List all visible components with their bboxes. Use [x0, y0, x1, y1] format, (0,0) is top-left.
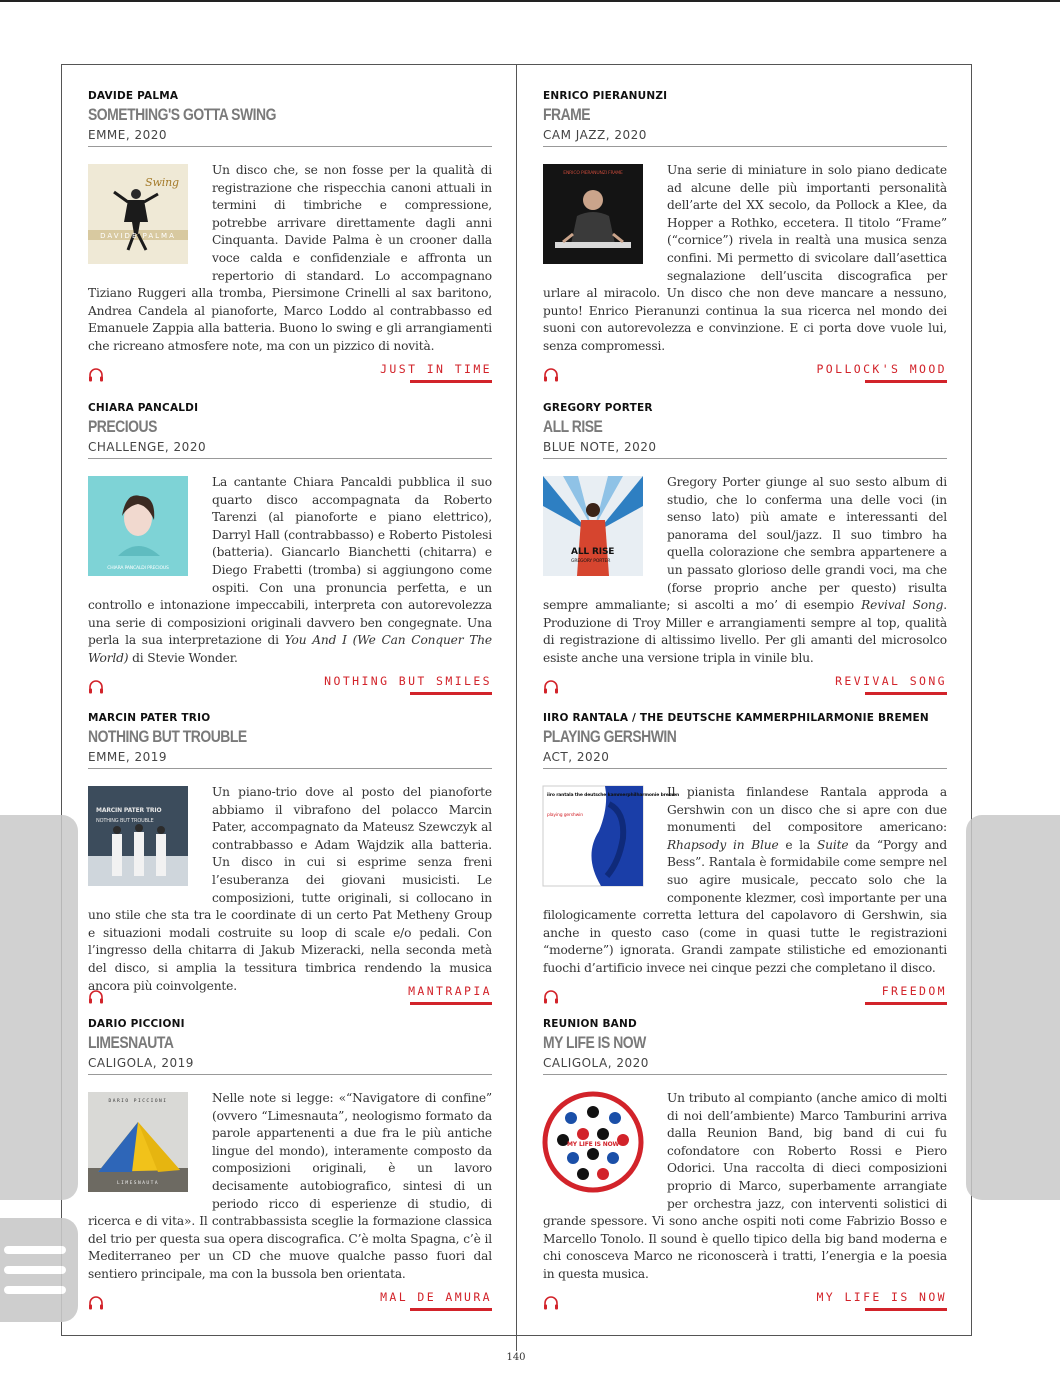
album-cover-art [88, 476, 188, 576]
cover-text: MARCIN PATER TRIO [96, 807, 162, 814]
album-cover-art [88, 786, 188, 886]
album-cover[interactable] [543, 1092, 643, 1192]
review-rule [88, 1074, 492, 1075]
featured-track[interactable]: JUST IN TIME [380, 362, 492, 376]
featured-track[interactable]: MANTRAPIA [408, 984, 492, 998]
review-rule [543, 458, 947, 459]
hamburger-menu-icon [4, 1246, 66, 1254]
cover-subtext: LIMESNAUTA [116, 1181, 160, 1186]
review-album-title: ALL RISE [543, 417, 603, 436]
review-gregory-porter [543, 376, 947, 688]
review-footer [543, 1290, 947, 1320]
review-label-year: CHALLENGE, 2020 [88, 440, 207, 454]
menu-button[interactable] [0, 1218, 78, 1322]
review-text: Un disco che, se non fosse per la qualità di registrazione che rispecchia canoni attuali in termini di timbriche e compressione, potrebbe arrivare direttamente dagli anni Cinquanta. Davide Palma è un crooner dalla voce calda e confidenziale e affronta un repertorio di standard. Lo accompagnano Tiziano Ruggeri alla tromba, Piersimone Crinelli al sax baritono, Andrea Candela al pianoforte, Marco Loddo al contrabbasso ed Emanuele Zappia alla batteria. Buono lo swing e gli arrangiamenti che ricreano atmosfere note, ma con un pizzico di novità. [88, 163, 492, 353]
review-text: Gregory Porter giunge al suo sesto album di studio, che lo conferma una delle voci (in senso lato) più amate e interessanti del panorama del soul/jazz. Il suo timbro ha quella colorazione che sembra appartenere a un passato glorioso delle grandi voci, ma che (forse proprio anche per questo) risulta sempre ammaliante; si ascolti a mo’ di esempio Revival Song. Produzione di Troy Miller e arrangiamenti sempre al top, qualità di registrazione di altissimo livello. Per gli amanti del microsolco esiste anche una versione tripla in vinile blu. [543, 475, 947, 665]
review-artist: MARCIN PATER TRIO [88, 712, 211, 724]
review-artist: DAVIDE PALMA [88, 90, 179, 102]
track-underline [865, 1308, 947, 1311]
review-artist: ENRICO PIERANUNZI [543, 90, 668, 102]
album-cover[interactable] [88, 1092, 188, 1192]
review-label-year: CALIGOLA, 2020 [543, 1056, 649, 1070]
review-album-title: LIMESNAUTA [88, 1033, 174, 1052]
review-label-year: EMME, 2019 [88, 750, 168, 764]
review-label-year: CALIGOLA, 2019 [88, 1056, 194, 1070]
review-chiara-pancaldi [88, 376, 492, 688]
album-cover-art [543, 1092, 643, 1192]
review-album-title: PLAYING GERSHWIN [543, 727, 677, 746]
review-body [88, 784, 492, 995]
review-enrico-pieranunzi [543, 64, 947, 376]
cover-text: DAVIDE PALMA [100, 232, 176, 240]
cover-text: DARIO PICCIONI [108, 1099, 168, 1104]
review-marcin-pater-trio [88, 686, 492, 998]
cover-text: ENRICO PIERANUNZI FRAME [563, 171, 623, 176]
album-cover[interactable] [543, 786, 680, 886]
review-rule [88, 768, 492, 769]
review-artist: IIRO RANTALA / THE DEUTSCHE KAMMERPHILARMONIE BREMEN [543, 712, 929, 724]
cover-subtext: playing gershwin [547, 813, 583, 818]
review-text: Il pianista finlandese Rantala approda a Gershwin con un disco che si apre con due monumenti del compositore americano: Rhapsody in Blue e la Suite da “Porgy and Bess”. Rantala è formidabile come sempre nel suo agire musicale, peccato solo che la componente klezmer, così importante per una filologicamente corretta lettura del capolavoro di Gershwin, sia anche in questo caso (come in quasi tutte le registrazioni “moderne”) ignorata. Grandi zampate stilistiche ed emozionanti fuochi d’artificio invece nei cinque pezzi che completano il disco. [543, 785, 947, 975]
review-text: Un tributo al compianto (anche amico di molti di noi dell’ambiente) Marco Tamburini arriva dalla Reunion Band, big band di cui fu cofondatore con Roberto Rossi e Piero Odorici. Una raccolta di dieci composizioni proprio di Marco, superbamente arrangiate per orchestra jazz, con interventi solistici di grande spessore. Vi sono anche ospiti noti come Fabrizio Bosso e Marcello Tonolo. Il sound è quello tipico della big band moderna e chi conosceva Marco ne riconoscerà i tratti, l’energia e la poesia in questa musica. [543, 1091, 947, 1281]
review-label-year: CAM JAZZ, 2020 [543, 128, 647, 142]
review-rule [88, 146, 492, 147]
previous-page-handle[interactable] [0, 815, 78, 1200]
svg-text:Swing: Swing [145, 176, 179, 189]
headphones-icon[interactable] [88, 1296, 104, 1310]
cover-text: CHIARA PANCALDI PRECIOUS [107, 566, 169, 571]
cover-text: MY LIFE IS NOW [566, 1141, 620, 1148]
review-artist: REUNION BAND [543, 1018, 637, 1030]
featured-track[interactable]: MY LIFE IS NOW [816, 1290, 947, 1304]
review-artist: DARIO PICCIONI [88, 1018, 185, 1030]
review-davide-palma [88, 64, 492, 376]
review-label-year: ACT, 2020 [543, 750, 610, 764]
featured-track[interactable]: NOTHING BUT SMILES [324, 674, 492, 688]
album-cover-art [88, 1092, 188, 1192]
review-body [88, 474, 492, 668]
review-body [543, 474, 947, 668]
review-album-title: MY LIFE IS NOW [543, 1033, 646, 1052]
review-body [543, 162, 947, 356]
review-body [88, 162, 492, 356]
review-reunion-band [543, 992, 947, 1304]
album-cover-art [543, 476, 643, 576]
top-rule [0, 0, 1060, 2]
review-rule [88, 458, 492, 459]
hamburger-menu-icon [4, 1286, 66, 1294]
album-cover[interactable] [543, 476, 643, 576]
headphones-icon[interactable] [543, 1296, 559, 1310]
review-rule [543, 768, 947, 769]
album-cover-art [88, 164, 188, 264]
review-label-year: EMME, 2020 [88, 128, 168, 142]
review-album-title: NOTHING BUT TROUBLE [88, 727, 247, 746]
next-page-handle[interactable] [966, 815, 1060, 1200]
album-cover[interactable] [543, 164, 643, 264]
review-footer [88, 1290, 492, 1320]
column-divider [516, 64, 517, 1351]
track-underline [410, 1308, 492, 1311]
album-cover[interactable] [88, 476, 188, 576]
album-cover[interactable] [88, 786, 188, 886]
review-album-title: FRAME [543, 105, 591, 124]
review-text: Una serie di miniature in solo piano dedicate ad alcune delle più importanti personalità dell’arte del XX secolo, da Pollock a Klee, da Hopper a Rothko, eccetera. Il titolo “Frame” (“cornice”) rivela in realtà una musica senza confini. Mi permetto di svicolare dall’asettica segnalazione dell’uscita discografica per urlare al miracolo. Un disco che non deve mancare a nessuno, punto! Enrico Pieranunzi continua la sua ricerca nel mondo dei suoni con autorevolezza e convinzione. E ci porta dove vuole lui, senza compromessi. [543, 163, 947, 353]
review-body [543, 1090, 947, 1284]
review-artist: GREGORY PORTER [543, 402, 653, 414]
review-rule [543, 1074, 947, 1075]
review-label-year: BLUE NOTE, 2020 [543, 440, 657, 454]
review-iiro-rantala [543, 686, 947, 998]
review-album-title: SOMETHING'S GOTTA SWING [88, 105, 276, 124]
album-cover-art [543, 786, 680, 886]
page-number: 140 [506, 1352, 526, 1363]
cover-text: ALL RISE [571, 547, 615, 557]
review-rule [543, 146, 947, 147]
review-album-title: PRECIOUS [88, 417, 157, 436]
review-text: La cantante Chiara Pancaldi pubblica il suo quarto disco accompagnata da Roberto Tarenzi (al pianoforte e piano elettrico), Darryl Hall (contrabbasso) e Roberto Pistolesi (batteria). Giancarlo Bianchetti (chitarra) e Diego Frabetti (tromba) si aggiungono come ospiti. Con una pronuncia perfetta, e un controllo e intonazione impeccabili, interpreta con autorevolezza una serie di composizioni originali davvero ben congegnate. Una perla la sua interpretazione di You And I (We Can Conquer The World) di Stevie Wonder. [88, 475, 492, 665]
review-body [88, 1090, 492, 1284]
cover-text: iiro rantala the deutsche kammerphilharmonie bremen [547, 793, 680, 798]
review-body [543, 784, 947, 978]
cover-subtext: NOTHING BUT TROUBLE [96, 818, 154, 824]
review-text: Un piano-trio dove al posto del pianoforte abbiamo il vibrafono del polacco Marcin Pater, accompagnato da Mateusz Szewczyk al contrabbasso e Adam Wajdzik alla batteria. Un disco in cui si esprime senza freni l’esuberanza dei giovani musicisti. Le composizioni, tutte originali, si collocano in uno stile che sta tra le coordinate di un certo Pat Metheny Group e situazioni modali costruite su loop di scale e/o pedali. Con l’ingresso della chitarra di Jakub Mizeracki, nella seconda metà del disco, si amplia la tessitura timbrica rendendo la musica ancora più coinvolgente. [88, 785, 492, 993]
featured-track[interactable]: POLLOCK'S MOOD [816, 362, 947, 376]
featured-track[interactable]: MAL DE AMURA [380, 1290, 492, 1304]
review-dario-piccioni [88, 992, 492, 1304]
featured-track[interactable]: REVIVAL SONG [835, 674, 947, 688]
review-text: Nelle note si legge: «“Navigatore di confine” (ovvero “Limesnauta”, neologismo formato da parole appartenenti a due fra le più antiche lingue del mondo), interamente composto da composizioni originali, è un lavoro decisamente autobiografico, sintesi di un periodo ricco di esperienze di studio, di ricerca e di vita». Il contrabbassista sceglie la formazione classica del trio per questa sua opera discografica. C’è molta Spagna, c’è il Mediterraneo per un CD che muove qualche passo fuori dal sentiero principale, ma con la bussola ben orientata. [88, 1091, 492, 1281]
album-cover-art [543, 164, 643, 264]
featured-track[interactable]: FREEDOM [881, 984, 947, 998]
cover-subtext: GREGORY PORTER [571, 559, 611, 564]
album-cover[interactable] [88, 164, 188, 264]
hamburger-menu-icon [4, 1266, 66, 1274]
review-artist: CHIARA PANCALDI [88, 402, 199, 414]
